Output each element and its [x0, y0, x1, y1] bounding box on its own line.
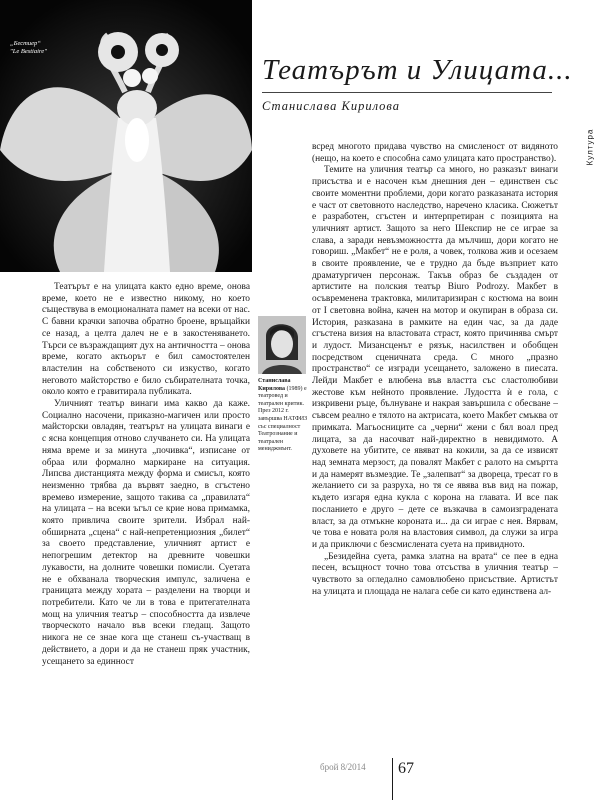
- article-column-left: [42, 282, 250, 760]
- issue-number: брой 8/2014: [320, 762, 366, 772]
- article-title: Театърът и Улицата...: [262, 54, 573, 86]
- caption-french: "Le Bestiaire": [10, 48, 47, 55]
- paragraph: „Безидейна суета, рамка златна на врата“ се пее в една песен, всъщност точно това отсъства в уличния театър – чувството за огледално самовлюбено присъствие. Артистът на улицата и площада не налага себе си като единствена ал-: [312, 551, 558, 597]
- performer-photo: [0, 0, 252, 272]
- footer-divider: [392, 758, 393, 800]
- author-portrait: [258, 316, 306, 374]
- title-divider: [262, 92, 552, 93]
- paragraph: Уличният театър винаги има какво да каже. Социално насочени, приказно-магичен или просто майсторски овладян, театърът на улицата винаги е с ясна концепция отново случването си. На улицата няма време и за минута „почивка“, изписане от обраа или формално маркиране на ситуация. Липсва дистанцията между форма и смисъл, която неизменно трябва да вървят заедно, в сгъстено времево измерение, защото такива са „правилата“ на улицата – на всеки ъгъл се крие нова примамка, която привлича своите зрители. Избрал най-обширната „сцена“ с най-непретенциозния „билет“ за своето представление, уличният артист е непогрешим детектор на древните човешки лукавости, на долните човешки помисли. Суетата не е обхванала творческия импулс, заличена е границата между хората – разделени на творци и потребители. Като че ли в това е притегателната мощ на уличния театър – способността да извлече творческото начало във всеки гледащ. Защото никога не се знае кога ще станеш съ-участващ в действието, а дори и да не станеш пряк участник, усещането за единност: [42, 399, 250, 667]
- section-tag: [582, 112, 598, 182]
- article-column-right: [312, 142, 558, 782]
- author-bio-text: (1989) е театровед и театрален критик. През 2012 г. завършва НАТФИЗ със специалност Театрознание и театрален мениджмънт.: [258, 385, 308, 453]
- author-bio-name: Станислава Кирилова: [258, 378, 291, 392]
- section-tag-label: Култура: [585, 128, 595, 166]
- caption-bulgarian: „Бестиер“: [10, 40, 41, 47]
- photo-caption: [10, 40, 47, 56]
- paragraph: Театърът е на улицата както едно време, онова време, което не е известно никому, но което съществува в емоционалната памет на всеки от нас. С бавни крачки започва обратно броене, връщайки се назад, а целта далеч не е в закостеняването. Търси се възраждащият дух на античността – онова време, когато актьорът е бил самостоятелен властелин на собственото си изкуство, когато неговото майсторство е било събирателната точка, около която е гравитирала публиката.: [42, 282, 250, 398]
- article-author: Станислава Кирилова: [262, 99, 401, 113]
- paragraph: всред многото придава чувство на смисленост от видяното (нещо, на което е способна само улицата като пространство).: [312, 142, 558, 164]
- paragraph: Темите на уличния театър са много, но разказът винаги присъства и е насочен към днешния ден – единствен със своите моментни проблеми, дори когато разказаната история е част от световното наследство, наречено класика. Сюжетът е разработен, сгъстен и интерпретиран с позицията на уличният артист. Защото за него Шекспир не се играе за слава, а заради невъзможността да мълчиш, дори когато не говориш. „Макбет“ не е роля, а човек, толкова жив и осезаем в своите проявление, че е трудно да бъде възприет като драматургичен персонаж. Такъв образ бе създаден от артистите на полския театър Biuro Podrozy. Макбет в осъвременена трактовка, милитаризиран с костюма на воин от I световна война, качен на мотор и окупиран в образа си. История, разказана в рамките на един час, за да даде сгъстена визия на властовата страст, която причинява смърт и лудост. Мизансценът е рязък, насилствен и обобщен посредством сценичната среда. С много „празно пространство“ се изгради усещането, заложено в пиесата. Лейди Макбет е влюбена във властта със сластолюбиви жестове към нейното проявление. Лудостта ѝ е гола, с изкривени ръце, бълнуване и накрая завършила с обесване – съвсем реално е тялото на актрисата, което Макбет смъква от примката. Магьосниците са „черни“ жени с бял воал пред лицата, за да насочват най-директно в невидимото. А духовете на убитите, се явяват на кокили, за да се извисят над земната мерзост, да повалят Макбет с ралото на смъртта и да намерят възмездие. Те „залепват“ за дворецa, тресат го в желанието си за разруха, но тя се явява във вид на пожар, където изгаря една кукла с корона на главата. И все пак посланието е друго – дете се възкачва в самоизградената власт, за да отмъкне короната и... да си играе с нея. Вярвам, че това е новата роля на властовия символ, да служи за игра и да приключи с безсмислената суета на привидното.: [312, 165, 558, 550]
- author-bio: [258, 378, 314, 454]
- author-portrait-illustration: [258, 316, 306, 374]
- page-number: 67: [398, 760, 414, 777]
